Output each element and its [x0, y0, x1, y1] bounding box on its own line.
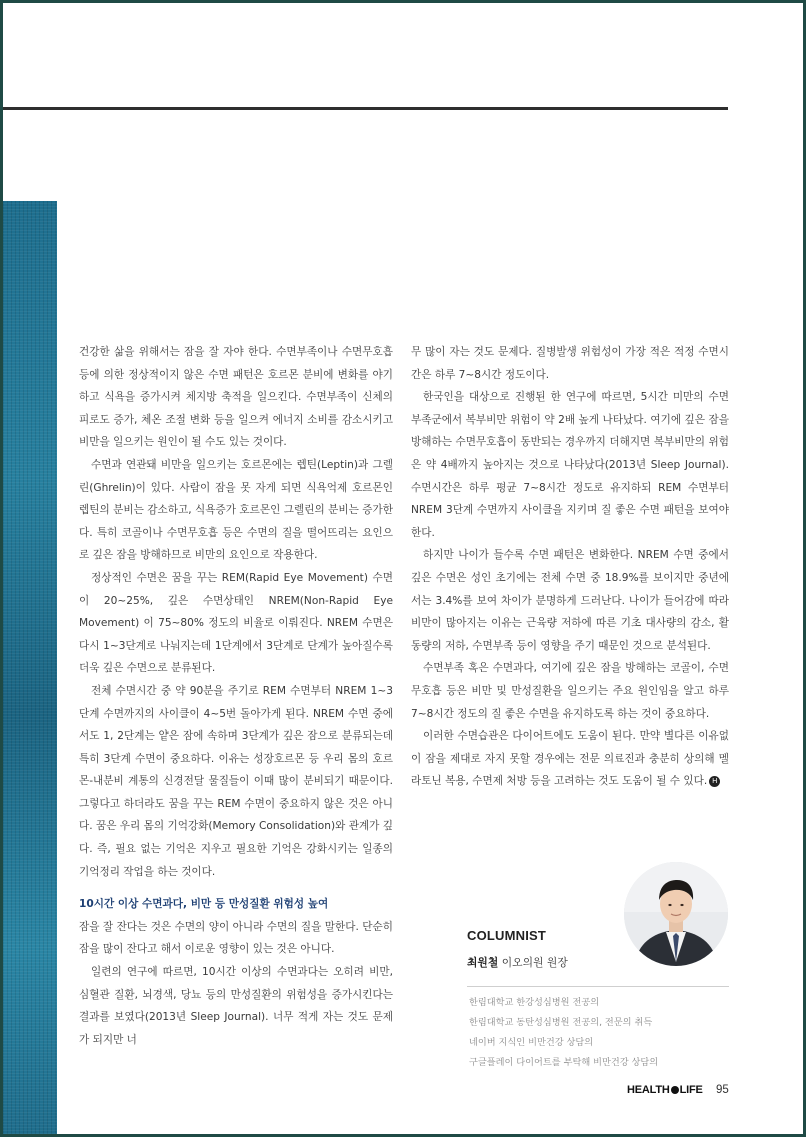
paragraph: 무 많이 자는 것도 문제다. 질병발생 위험성이 가장 적은 적정 수면시간은 하루 7~8시간 정도이다. [411, 346, 729, 381]
credential-item: 한림대학교 동탄성심병원 전공의, 전문의 취득 [469, 1017, 653, 1028]
paragraph: 일련의 연구에 따르면, 10시간 이상의 수면과다는 오히려 비만, 심혈관 질환, 뇌경색, 당뇨 등의 만성질환의 위험성을 증가시킨다는 결과를 보였다(2013년 Sleep Journal). 너무 적게 자는 것도 문제가 되지만 너 [79, 966, 393, 1046]
columnist-label: COLUMNIST [467, 928, 547, 943]
logo-dot-icon [671, 1086, 679, 1094]
paragraph: 하지만 나이가 들수록 수면 패턴은 변화한다. NREM 수면 중에서 깊은 수면은 성인 초기에는 전체 수면 중 18.9%를 보이지만 중년에서는 3.4%를 보여 차이가 분명하게 드러난다. 나이가 들어감에 따라 비만이 많아지는 이유는 근육량 저하에 따른 기초 대사량의 감소, 활동량의 저하, 수면부족 등이 영향을 주기 때문인 것으로 분석된다. [411, 549, 729, 652]
article-column-right [411, 341, 729, 793]
columnist-name: 최원철 [467, 956, 499, 969]
page-footer [627, 1084, 729, 1096]
magazine-page [3, 3, 803, 1134]
credential-item: 한림대학교 한강성심병원 전공의 [469, 997, 600, 1008]
paragraph: 한국인을 대상으로 진행된 한 연구에 따르면, 5시간 미만의 수면 부족군에서 복부비만 위험이 약 2배 높게 나타났다. 여기에 깊은 잠을 방해하는 수면무호흡이 동반되는 경우까지 더해지면 복부비만의 위험은 약 4배까지 높아지는 것으로 나타났다(2013년 Sleep Journal). 수면시간은 하루 평균 7~8시간 정도로 유지하되 REM 수면부터 NREM 3단계 수면까지 사이클을 지키며 질 좋은 수면 패턴을 보여야 한다. [411, 391, 729, 539]
columnist-title: 이오의원 원장 [501, 956, 568, 969]
columnist-header [467, 928, 729, 970]
section-heading: 10시간 이상 수면과다, 비만 등 만성질환 위험성 높여 [79, 898, 329, 911]
columnist-credentials [469, 993, 731, 1073]
credential-item: 구글플레이 다이어트를 부탁해 비만건강 상담의 [469, 1057, 659, 1068]
paragraph: 수면부족 혹은 수면과다, 여기에 깊은 잠을 방해하는 코골이, 수면무호흡 등은 비만 및 만성질환을 일으키는 주요 원인임을 알고 하루 7~8시간 정도의 질 좋은 수면을 유지하도록 하는 것이 중요하다. [411, 662, 729, 720]
paragraph: 잠을 잘 잔다는 것은 수면의 양이 아니라 수면의 질을 말한다. 단순히 잠을 많이 잔다고 해서 이로운 영향이 있는 것은 아니다. [79, 920, 393, 956]
magazine-logo [627, 1084, 703, 1096]
columnist-divider [467, 986, 729, 987]
paragraph-text: 이러한 수면습관은 다이어트에도 도움이 된다. 만약 별다른 이유없이 잠을 제대로 자지 못할 경우에는 전문 의료진과 충분히 상의해 멜라토닌 복용, 수면제 처방 등을 고려하는 것도 도움이 될 수 있다. [411, 730, 729, 788]
columnist-name-line [467, 955, 729, 970]
decorative-fabric-strip [3, 201, 57, 1134]
paragraph: 건강한 삶을 위해서는 잠을 잘 자야 한다. 수면부족이나 수면무호흡 등에 의한 정상적이지 않은 수면 패턴은 호르몬 분비에 변화를 야기하고 식욕을 증가시켜 체지방 축적을 일으킨다. 수면부족이 신체의 피로도 증가, 체온 조절 변화 등을 일으켜 에너지 소비를 감소시키고 비만을 일으키는 원인이 될 수도 있는 것이다. [79, 346, 393, 449]
logo-text-right: LIFE [679, 1084, 703, 1096]
credential-item: 네이버 지식인 비만건강 상담의 [469, 1037, 594, 1048]
paragraph [411, 725, 729, 793]
end-of-article-icon: H [709, 776, 720, 787]
top-divider [3, 107, 728, 110]
paragraph: 전체 수면시간 중 약 90분을 주기로 REM 수면부터 NREM 1~3단계 수면까지의 사이클이 4~5번 돌아가게 된다. NREM 수면 중에서도 1, 2단계는 얕은 잠에 속하며 3단계가 깊은 잠으로 분류되는데 특히 3단계 수면이 중요하다. 이유는 성장호르몬 등 우리 몸의 호르몬-내분비 계통의 신경전달 물질들이 이때 많이 분비되기 때문이다. 그렇다고 하더라도 꿈을 꾸는 REM 수면이 중요하지 않은 것은 아니다. 꿈은 우리 몸의 기억강화(Memory Consolidation)와 관계가 깊다. 즉, 필요 없는 기억은 지우고 필요한 기억은 강화시키는 일종의 기억정리 작업을 하는 것이다. [79, 684, 394, 878]
paragraph: 정상적인 수면은 꿈을 꾸는 REM(Rapid Eye Movement) 수면이 20~25%, 깊은 수면상태인 NREM(Non-Rapid Eye Movement) 이 75~80% 정도의 비율로 이뤄진다. NREM 수면은 다시 1~3단계로 나눠지는데 1단계에서 3단계로 단계가 높아질수록 더욱 깊은 수면으로 분류된다. [79, 571, 393, 675]
logo-text-left: HEALTH [627, 1084, 670, 1096]
article-column-left [79, 341, 393, 1051]
page-number: 95 [715, 1084, 729, 1096]
paragraph: 수면과 연관돼 비만을 일으키는 호르몬에는 렙틴(Leptin)과 그렐린(Ghrelin)이 있다. 사람이 잠을 못 자게 되면 식욕억제 호르몬인 렙틴의 분비는 감소하고, 식욕증가 호르몬인 그렐린의 분비는 증가한다. 특히 코골이나 수면무호흡 등은 수면의 질을 떨어뜨리는 요인으로 깊은 잠을 방해하므로 비만의 요인으로 작용한다. [79, 458, 393, 562]
